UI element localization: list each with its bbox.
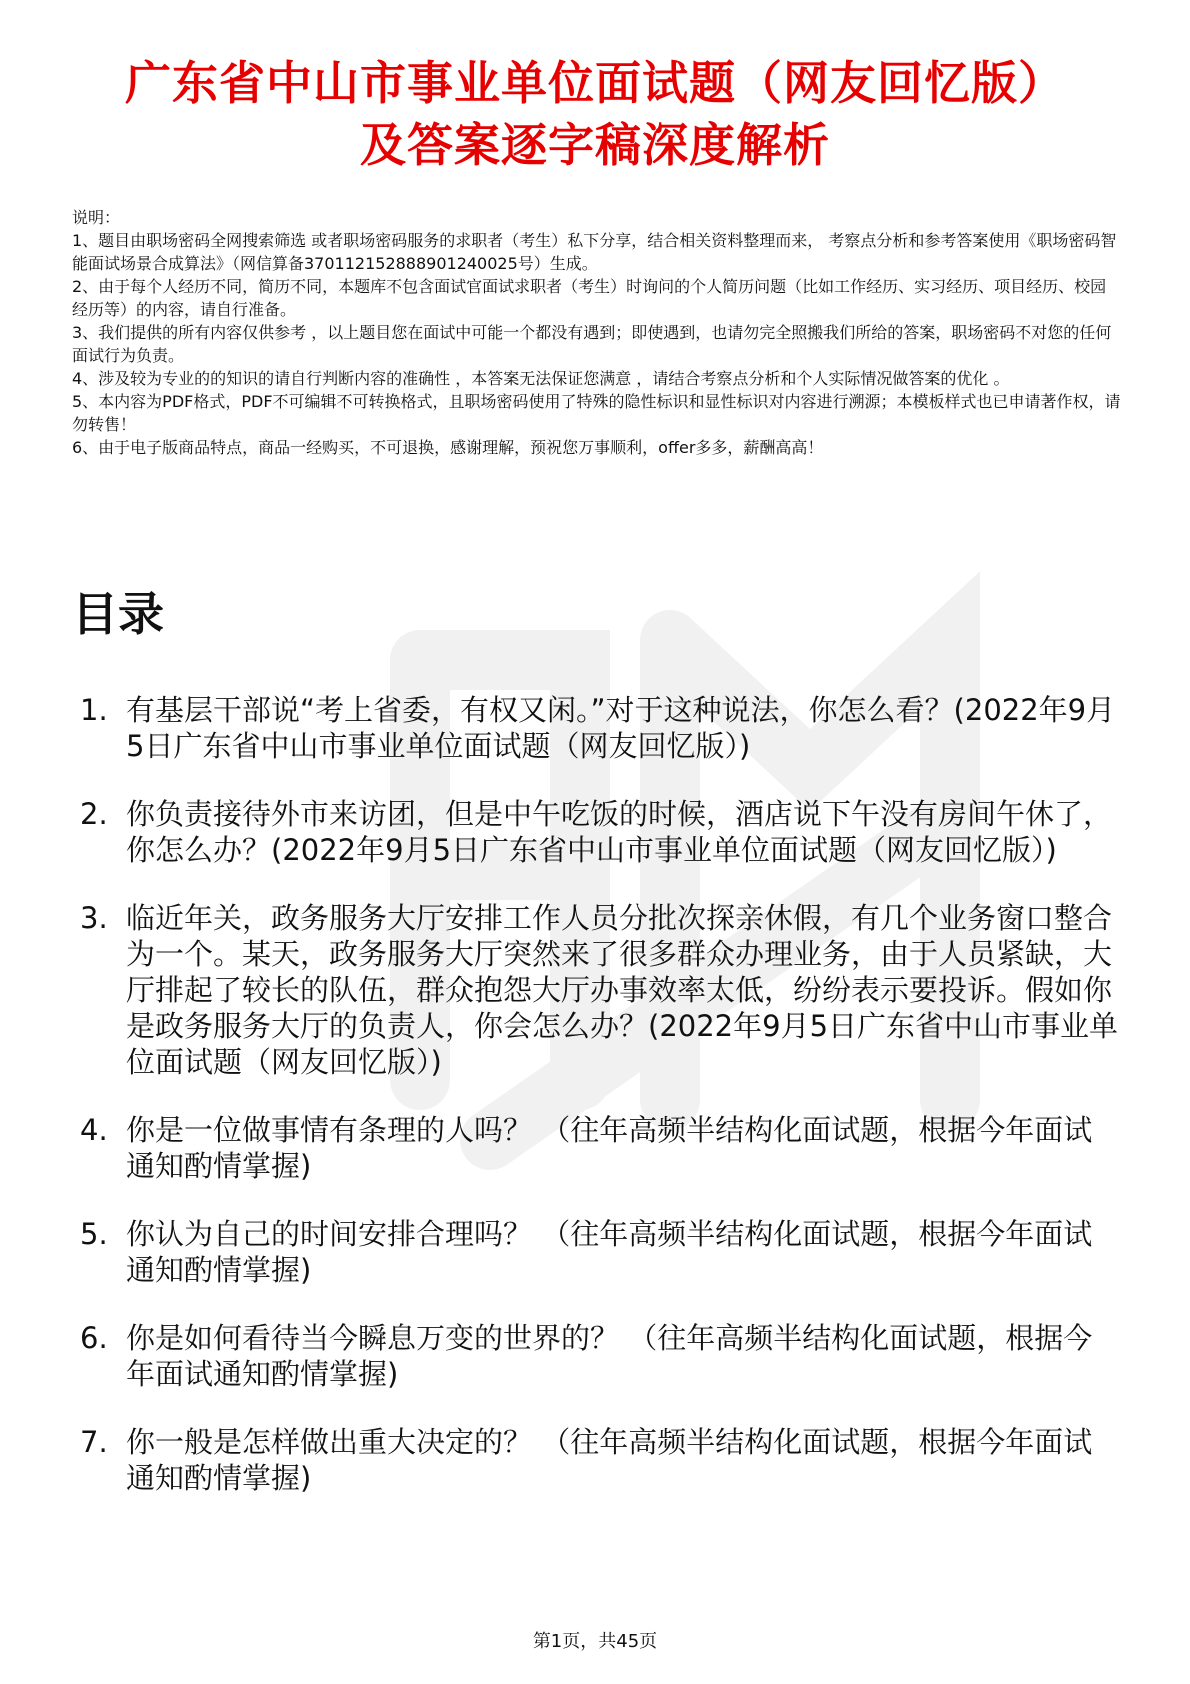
toc-item[interactable] <box>80 1112 1120 1184</box>
toc-list <box>80 692 1120 1528</box>
toc-item[interactable] <box>80 692 1120 764</box>
toc-item-number: 6. <box>80 1321 108 1355</box>
toc-item[interactable] <box>80 900 1120 1080</box>
notes-heading: 说明： <box>72 208 121 227</box>
note-item: 3、我们提供的所有内容仅供参考 ，以上题目您在面试中可能一个都没有遇到；即使遇到，也请勿完全照搬我们所给的答案，职场密码不对您的任何面试行为负责。 <box>72 323 1112 365</box>
title-line-1: 广东省中山市事业单位面试题（网友回忆版） <box>125 56 1065 110</box>
toc-item-text[interactable]: 你一般是怎样做出重大决定的？ （往年高频半结构化面试题，根据今年面试通知酌情掌握) <box>126 1425 1093 1495</box>
toc-item-number: 5. <box>80 1217 108 1251</box>
toc-item-number: 4. <box>80 1113 108 1147</box>
toc-item-text[interactable]: 临近年关，政务服务大厅安排工作人员分批次探亲休假，有几个业务窗口整合为一个。某天，政务服务大厅突然来了很多群众办理业务，由于人员紧缺，大厅排起了较长的队伍，群众抱怨大厅办事效率太低，纷纷表示要投诉。假如你是政务服务大厅的负责人，你会怎么办？(2022年9月5日广东省中山市事业单位面试题（网友回忆版）) <box>126 901 1119 1079</box>
note-item: 6、由于电子版商品特点，商品一经购买，不可退换，感谢理解，预祝您万事顺利，offer多多，薪酬高高！ <box>72 438 824 457</box>
notes-section <box>72 206 1122 459</box>
title-line-2: 及答案逐字稿深度解析 <box>360 118 830 172</box>
document-title <box>60 52 1130 176</box>
toc-item-text[interactable]: 你是一位做事情有条理的人吗？ （往年高频半结构化面试题，根据今年面试通知酌情掌握) <box>126 1113 1093 1183</box>
toc-item[interactable] <box>80 1424 1120 1496</box>
toc-heading: 目录 <box>72 587 164 641</box>
toc-item-number: 7. <box>80 1425 108 1459</box>
toc-item[interactable] <box>80 1320 1120 1392</box>
note-item: 2、由于每个人经历不同，简历不同，本题库不包含面试官面试求职者（考生）时询问的个人简历问题（比如工作经历、实习经历、项目经历、校园经历等）的内容，请自行准备。 <box>72 277 1107 319</box>
toc-item-text[interactable]: 有基层干部说“考上省委，有权又闲。”对于这种说法，你怎么看？(2022年9月5日广东省中山市事业单位面试题（网友回忆版）) <box>126 693 1116 763</box>
note-item: 4、涉及较为专业的的知识的请自行判断内容的准确性 ，本答案无法保证您满意 ，请结合考察点分析和个人实际情况做答案的优化 。 <box>72 369 1010 388</box>
toc-item[interactable] <box>80 796 1120 868</box>
toc-item-number: 2. <box>80 797 108 831</box>
page-number: 第1页，共45页 <box>532 1631 658 1652</box>
toc-item-text[interactable]: 你是如何看待当今瞬息万变的世界的？ （往年高频半结构化面试题，根据今年面试通知酌情掌握) <box>126 1321 1093 1391</box>
note-item: 1、题目由职场密码全网搜索筛选 或者职场密码服务的求职者（考生）私下分享，结合相关资料整理而来， 考察点分析和参考答案使用《职场密码智能面试场景合成算法》（网信算备370112152888901240025号）生成。 <box>72 231 1117 273</box>
note-item: 5、本内容为PDF格式，PDF不可编辑不可转换格式，且职场密码使用了特殊的隐性标识和显性标识对内容进行溯源；本模板样式也已申请著作权，请勿转售！ <box>72 392 1121 434</box>
toc-item-number: 3. <box>80 901 108 935</box>
toc-item-text[interactable]: 你认为自己的时间安排合理吗？ （往年高频半结构化面试题，根据今年面试通知酌情掌握) <box>126 1217 1093 1287</box>
toc-item-number: 1. <box>80 693 108 727</box>
toc-item[interactable] <box>80 1216 1120 1288</box>
toc-item-text[interactable]: 你负责接待外市来访团，但是中午吃饭的时候，酒店说下午没有房间午休了，你怎么办？(2022年9月5日广东省中山市事业单位面试题（网友回忆版）) <box>126 797 1113 867</box>
